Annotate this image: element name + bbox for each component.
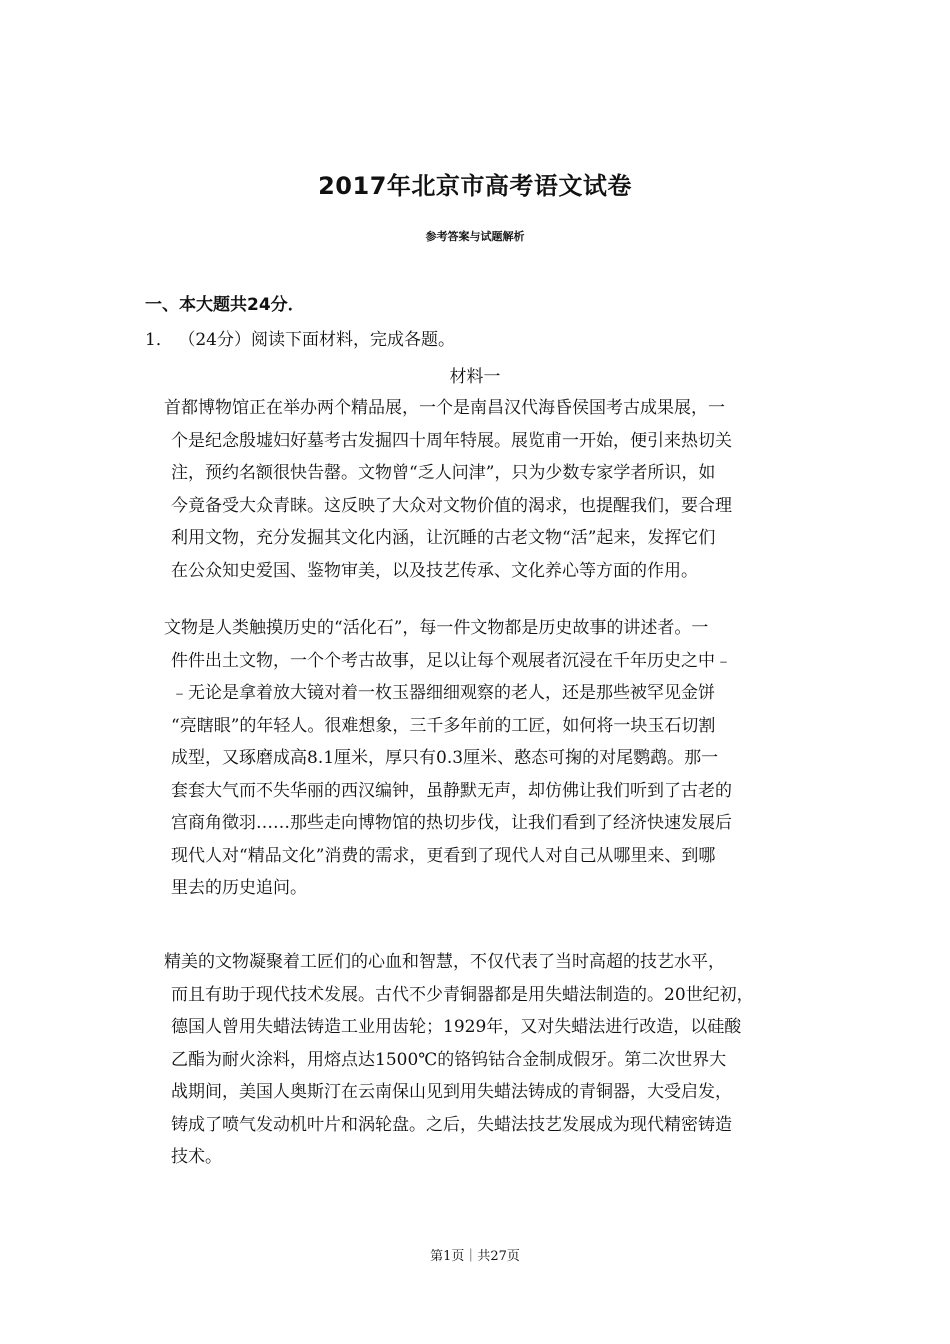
material-title: 材料一 [449, 367, 501, 387]
paragraph-line: 宫商角徵羽……那些走向博物馆的热切步伐，让我们看到了经济快速发展后 [171, 813, 732, 833]
question-text: （24分）阅读下面材料，完成各题。 [186, 330, 455, 350]
paragraph-2 [164, 612, 820, 905]
page-subtitle: 参考答案与试题解析 [425, 230, 525, 243]
paragraph-3 [164, 946, 820, 1174]
page-footer: 第1页｜共27页 [430, 1249, 520, 1264]
paragraph-line: 套套大气而不失华丽的西汉编钟，虽静默无声，却仿佛让我们听到了古老的 [171, 780, 732, 801]
paragraph-line: 注，预约名额很快告罄。文物曾“乏人问津”，只为少数专家学者所识，如 [171, 463, 716, 483]
question-number: 1． [145, 330, 173, 350]
paragraph-line: 成型，又琢磨成高8.1厘米，厚只有0.3厘米、憨态可掬的对尾鹦鹉。那一 [171, 748, 719, 768]
question-1 [145, 325, 455, 350]
paragraph-line: ﹣无论是拿着放大镜对着一枚玉器细细观察的老人，还是那些被罕见金饼 [171, 683, 715, 703]
paragraph-line: 个是纪念殷墟妇好墓考古发掘四十周年特展。展览甫一开始，便引来热切关 [171, 430, 732, 451]
paragraph-line: 在公众知史爱国、鉴物审美，以及技艺传承、文化养心等方面的作用。 [171, 560, 698, 581]
paragraph-1 [164, 392, 820, 587]
paragraph-line: 德国人曾用失蜡法铸造工业用齿轮；1929年，又对失蜡法进行改造，以硅酸 [171, 1017, 742, 1037]
paragraph-line: 乙酯为耐火涂料，用熔点达1500℃的铬钨钴合金制成假牙。第二次世界大 [171, 1049, 727, 1070]
paragraph-line: 利用文物，充分发掘其文化内涵，让沉睡的古老文物“活”起来，发挥它们 [171, 528, 716, 548]
paragraph-line: 首都博物馆正在举办两个精品展，一个是南昌汉代海昏侯国考古成果展，一 [164, 398, 725, 418]
paragraph-line: 现代人对“精品文化”消费的需求，更看到了现代人对自己从哪里来、到哪 [171, 845, 716, 866]
paragraph-line: 而且有助于现代技术发展。古代不少青铜器都是用失蜡法制造的。20世纪初， [171, 984, 754, 1005]
paragraph-line: 文物是人类触摸历史的“活化石”，每一件文物都是历史故事的讲述者。一 [164, 618, 709, 638]
paragraph-line: 里去的历史追问。 [171, 878, 307, 898]
paragraph-line: 今竟备受大众青睐。这反映了大众对文物价值的渴求，也提醒我们，要合理 [171, 495, 732, 516]
page-title: 2017年北京市高考语文试卷 [318, 172, 632, 200]
paragraph-line: 精美的文物凝聚着工匠们的心血和智慧，不仅代表了当时高超的技艺水平， [164, 952, 725, 972]
paragraph-line: 技术。 [171, 1147, 222, 1167]
paragraph-line: 铸成了喷气发动机叶片和涡轮盘。之后，失蜡法技艺发展成为现代精密铸造 [171, 1114, 732, 1135]
paragraph-line: 战期间，美国人奥斯汀在云南保山见到用失蜡法铸成的青铜器，大受启发， [171, 1082, 732, 1102]
paragraph-line: “亮瞎眼”的年轻人。很难想象，三千多年前的工匠，如何将一块玉石切割 [171, 715, 716, 736]
section-heading: 一、本大题共24分． [145, 295, 305, 315]
paragraph-line: 件件出土文物，一个个考古故事，足以让每个观展者沉浸在千年历史之中﹣ [171, 650, 732, 671]
